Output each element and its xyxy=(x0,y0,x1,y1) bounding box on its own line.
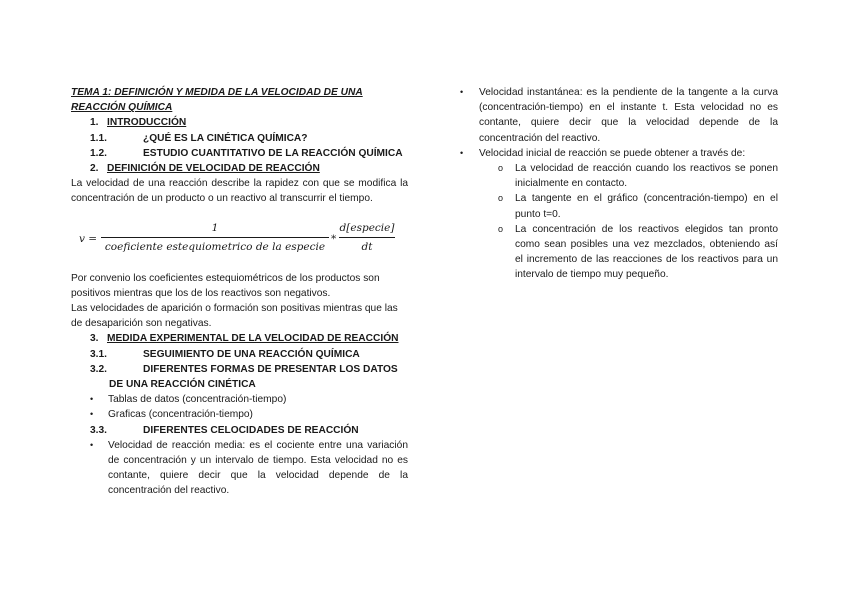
bullet-icon: • xyxy=(90,394,94,405)
formula-numerator-2: d[especie] xyxy=(339,221,395,234)
heading-formas-presentar: 3.2. DIFERENTES FORMAS DE PRESENTAR LOS DATOS DE UNA REACCIÓN CINÉTICA xyxy=(90,363,398,391)
velocity-types-list-right xyxy=(458,85,778,161)
heading-cinetica-quimica: 1.1. ¿QUÉ ES LA CINÉTICA QUÍMICA? xyxy=(90,132,308,144)
sub-bullet-icon: o xyxy=(498,163,504,174)
list-item: o La velocidad de reacción cuando los reactivos se ponen inicialmente en contacto. xyxy=(498,163,778,190)
formula-numerator-1: 1 xyxy=(211,221,219,234)
definition-paragraph: La velocidad de una reacción describe la rapidez con que se modifica la concentración de un producto o un reactivo al transcurrir el tiempo. xyxy=(71,178,408,205)
convention-paragraph-1: Por convenio los coeficientes estequiométricos de los productos son positivos mientras que los de los reactivos son negativos. xyxy=(71,272,380,299)
list-item: • Velocidad instantánea: es la pendiente de la tangente a la curva (concentración-tiempo) en el instante t. Esta velocidad no es contante, quiere decir que la velocidad depende de la concentración del reactivo. xyxy=(460,87,778,144)
bullet-icon: • xyxy=(460,87,464,97)
sub-bullet-icon: o xyxy=(498,223,504,234)
bullet-icon: • xyxy=(90,439,94,450)
list-item: • Tablas de datos (concentración-tiempo) xyxy=(71,392,408,407)
formula-lhs: v = xyxy=(79,232,98,245)
heading-seguimiento: 3.1. SEGUIMIENTO DE UNA REACCIÓN QUÍMICA xyxy=(90,348,360,360)
formula-denominator-2: dt xyxy=(361,240,373,253)
bullet-icon: • xyxy=(460,147,464,158)
list-item: • Velocidad inicial de reacción se puede obtener a través de: xyxy=(458,146,778,161)
list-item: • Graficas (concentración-tiempo) xyxy=(71,407,408,422)
velocity-formula xyxy=(71,215,408,263)
list-item: o La tangente en el gráfico (concentración-tiempo) en el punto t=0. xyxy=(498,193,778,220)
bullet-icon: • xyxy=(90,409,94,420)
heading-diferentes-velocidades: 3.3. DIFERENTES CELOCIDADES DE REACCIÓN xyxy=(90,424,359,436)
convention-paragraph-2: Las velocidades de aparición o formación son positivas mientras que las de desaparición son negativas. xyxy=(71,303,398,330)
sub-bullet-icon: o xyxy=(498,193,504,204)
heading-estudio-cuantitativo: 1.2. ESTUDIO CUANTITATIVO DE LA REACCIÓN QUÍMICA xyxy=(90,147,403,159)
formula-denominator-1: coeficiente estequiometrico de la especie xyxy=(104,240,326,253)
right-column xyxy=(458,85,778,283)
formula-operator: * xyxy=(331,232,337,245)
list-item: • Velocidad de reacción media: es el cociente entre una variación de concentración y un intervalo de tiempo. Esta velocidad no es contante, quiere decir que la velocidad depende de la concentración del reactivo. xyxy=(90,439,408,497)
formula-fraction-coefficient xyxy=(101,221,329,255)
left-column xyxy=(71,85,408,499)
velocity-types-list-left xyxy=(71,438,408,499)
data-forms-list xyxy=(71,392,408,422)
list-item: o La concentración de los reactivos elegidos tan pronto como sean posibles una vez mezclados, obteniendo así el incremento de las reacciones de los reactivos para un intervalo de tiempo muy pequeño. xyxy=(498,223,778,281)
heading-medida-experimental: 3. MEDIDA EXPERIMENTAL DE LA VELOCIDAD DE REACCIÓN xyxy=(90,333,399,345)
heading-introduccion: 1. INTRODUCCIÓN xyxy=(90,117,187,129)
heading-definicion-velocidad: 2. DEFINICIÓN DE VELOCIDAD DE REACCIÓN xyxy=(90,163,320,175)
initial-velocity-sublist xyxy=(458,161,778,283)
formula-fraction-derivative xyxy=(339,221,395,255)
document-title: TEMA 1: DEFINICIÓN Y MEDIDA DE LA VELOCIDAD DE UNA REACCIÓN QUÍMICA xyxy=(71,87,363,114)
